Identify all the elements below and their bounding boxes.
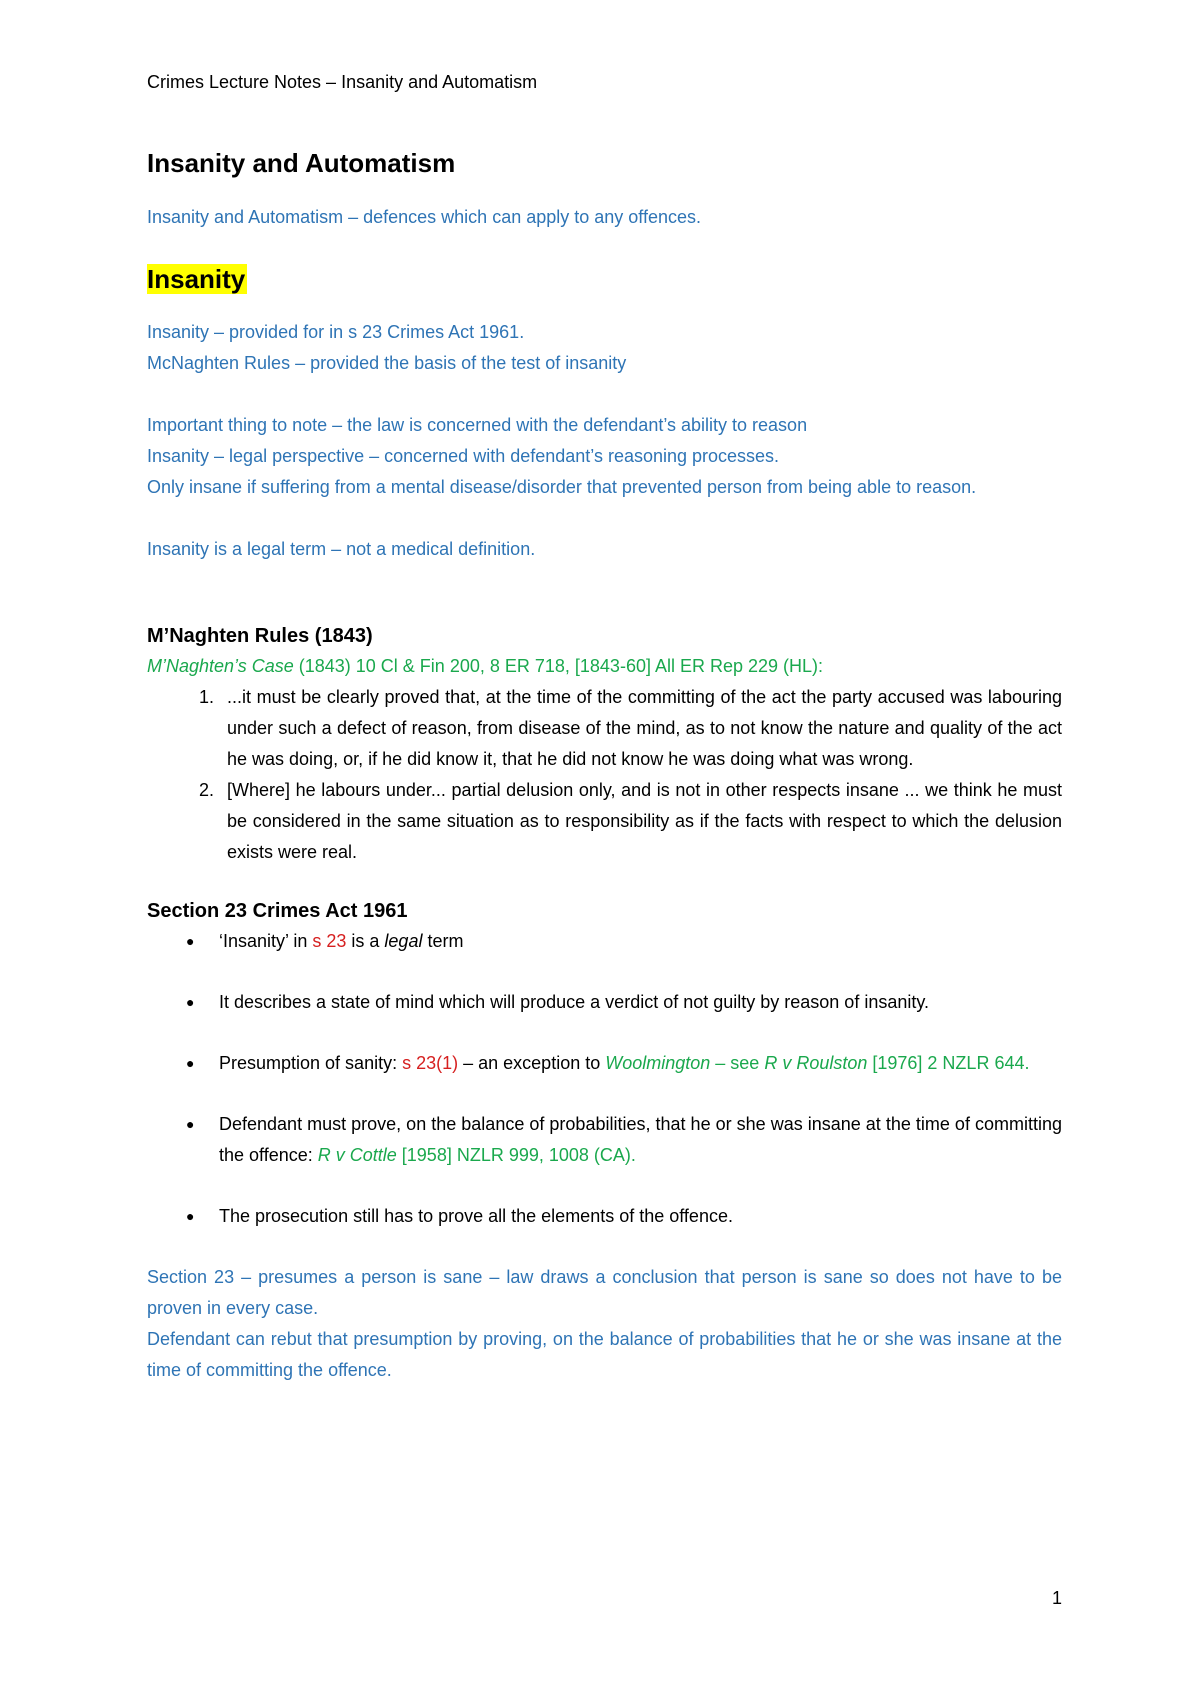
mnaghten-citation [147,651,1062,682]
mnaghten-heading: M’Naghten Rules (1843) [147,625,373,647]
insanity-heading-text: Insanity [147,264,246,294]
case-name: R v Cottle [317,1145,397,1165]
section-ref: s 23(1) [402,1053,459,1073]
mnaghten-rules-list [147,682,1062,868]
section-23-bullets [147,926,1062,1232]
bullet-icon: ● [186,1116,195,1132]
case-name: R v Roulston [764,1053,868,1073]
insanity-line-5: Only insane if suffering from a mental disease/disorder that prevented person from being able to reason. [147,477,977,497]
section-23-heading: Section 23 Crimes Act 1961 [147,900,408,922]
insanity-heading [147,263,247,295]
insanity-line-2: McNaghten Rules – provided the basis of the test of insanity [147,353,627,373]
insanity-line-3: Important thing to note – the law is concerned with the defendant’s ability to reason [147,415,808,435]
bullet-icon: ● [186,1208,195,1224]
section-23-bullet-3: ● Presumption of sanity: s 23(1) – an exception to Woolmington – see R v Roulston [1976] 2 NZLR 644. [219,1048,1062,1079]
insanity-line-6: Insanity is a legal term – not a medical definition. [147,539,536,559]
insanity-line-1: Insanity – provided for in s 23 Crimes Act 1961. [147,322,525,342]
mnaghten-citation-rest: (1843) 10 Cl & Fin 200, 8 ER 718, [1843-60] All ER Rep 229 (HL): [293,656,824,676]
section-23-bullet-1: ● ‘Insanity’ in s 23 is a legal term [219,926,1062,957]
page-number: 1 [1051,1588,1062,1608]
running-header: Crimes Lecture Notes – Insanity and Automatism [147,72,538,92]
bullet-icon: ● [186,1055,195,1071]
bullet-icon: ● [186,933,195,949]
mnaghten-rule-1: 1. ...it must be clearly proved that, at the time of the committing of the act the party accused was labouring under such a defect of reason, from disease of the mind, as to not know the nature and quality of the act he was doing, or, if he did know it, that he did not know he was doing what was wrong. [219,682,1062,775]
insanity-line-4: Insanity – legal perspective – concerned with defendant’s reasoning processes. [147,446,780,466]
document-title: Insanity and Automatism [147,148,456,178]
section-23-note-1: Section 23 – presumes a person is sane – law draws a conclusion that person is sane so does not have to be proven in every case. [147,1267,1062,1318]
section-23-bullet-2: ● It describes a state of mind which will produce a verdict of not guilty by reason of insanity. [219,987,1062,1018]
intro-line: Insanity and Automatism – defences which can apply to any offences. [147,207,702,227]
section-ref: s 23 [312,931,347,951]
mnaghten-citation-case: M’Naghten’s Case [147,656,294,676]
bullet-icon: ● [186,994,195,1010]
section-23-bullet-5: ● The prosecution still has to prove all the elements of the offence. [219,1201,1062,1232]
mnaghten-rule-2: 2. [Where] he labours under... partial delusion only, and is not in other respects insane ... we think he must be considered in the same situation as to responsibility as if the facts with respect to which the delusion exists were real. [219,775,1062,868]
section-23-bullet-4: ● Defendant must prove, on the balance of probabilities, that he or she was insane at the time of committing the offence: R v Cottle [1958] NZLR 999, 1008 (CA). [219,1109,1062,1171]
section-23-note-2: Defendant can rebut that presumption by proving, on the balance of probabilities that he or she was insane at the time of committing the offence. [147,1329,1062,1380]
case-name: Woolmington [605,1053,711,1073]
